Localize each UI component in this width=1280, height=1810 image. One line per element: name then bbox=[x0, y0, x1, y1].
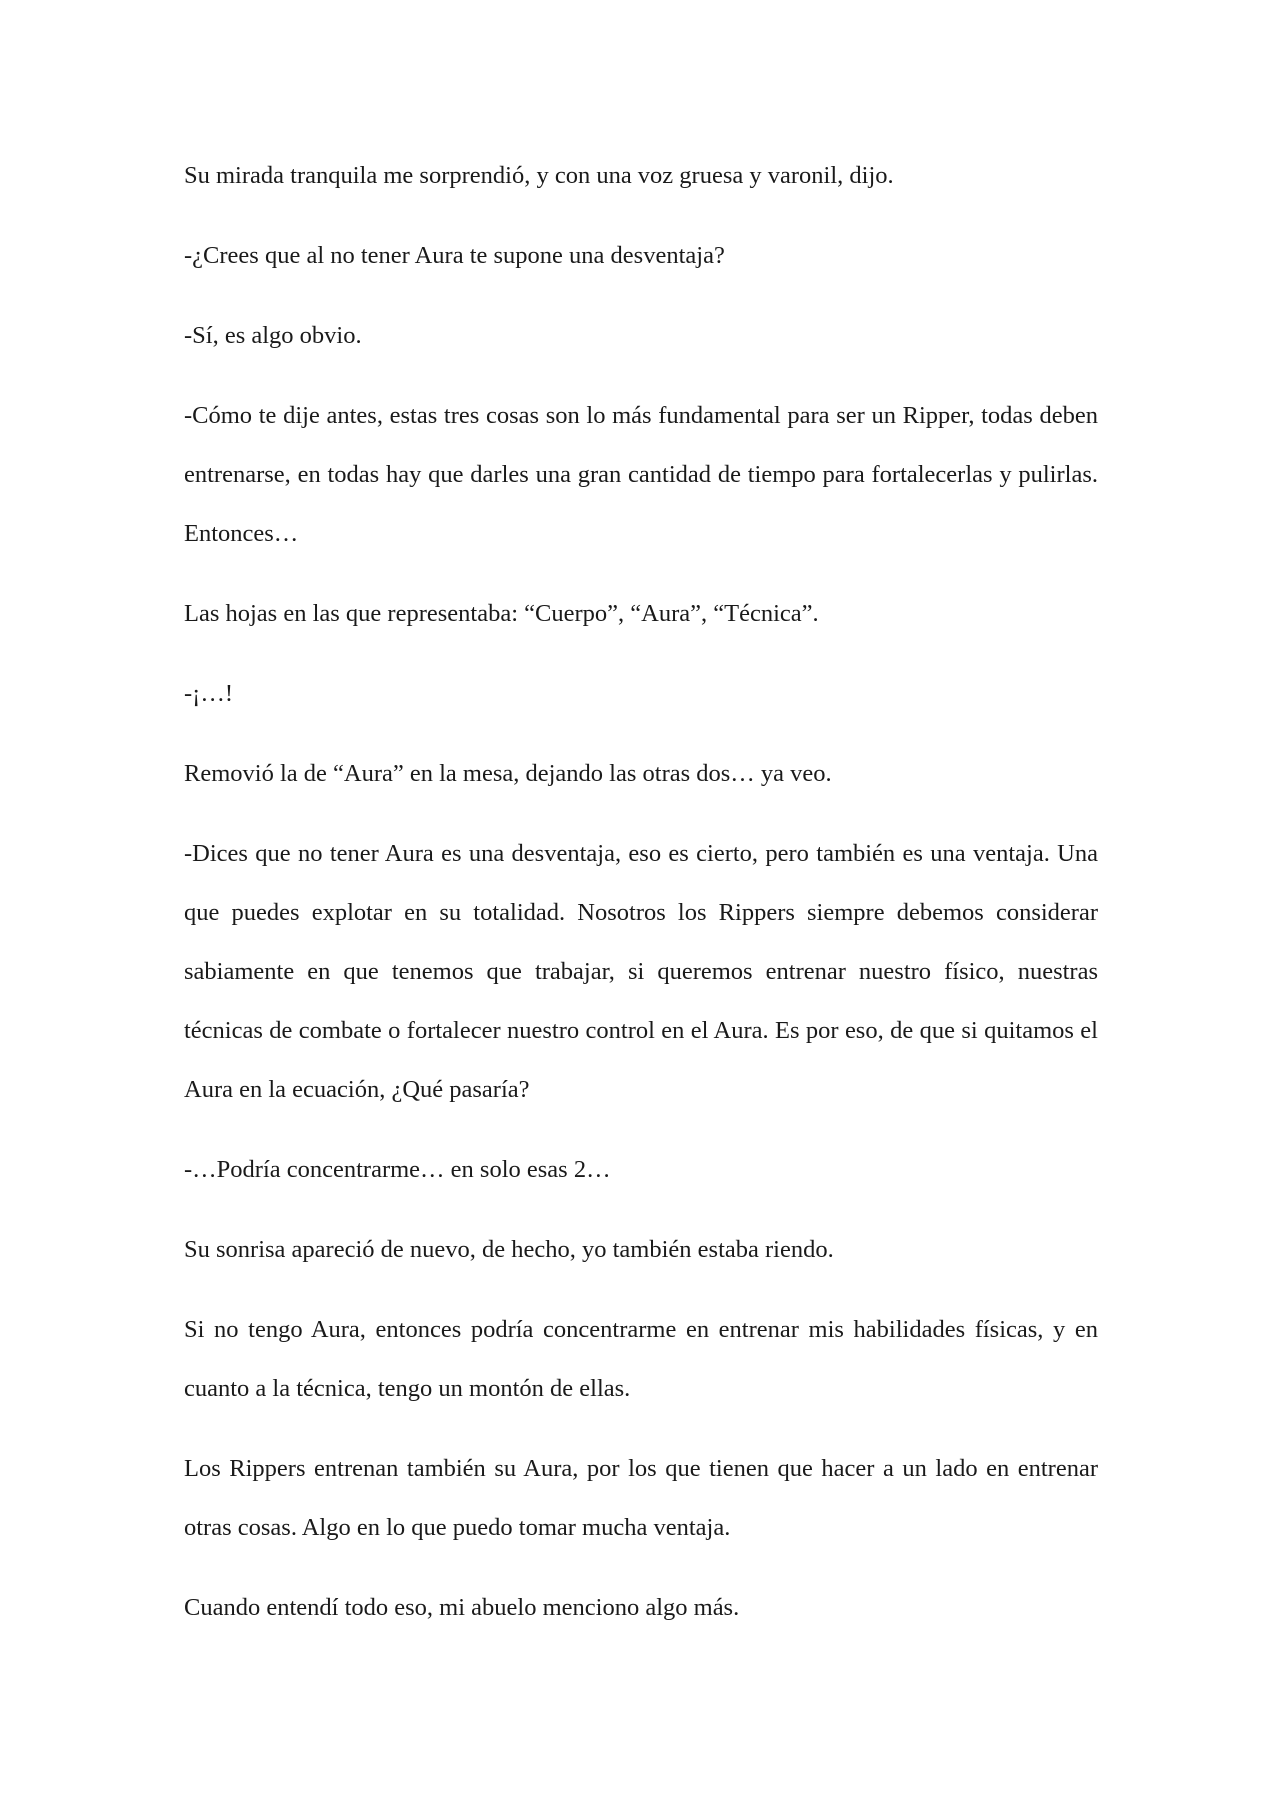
paragraph-1: Su mirada tranquila me sorprendió, y con una voz gruesa y varonil, dijo. bbox=[184, 162, 894, 189]
paragraph-12: Los Rippers entrenan también su Aura, por los que tienen que hacer a un lado en entrenar otras cosas. Algo en lo que puedo tomar mucha ventaja. bbox=[184, 1455, 1098, 1541]
paragraph-9: -…Podría concentrarme… en solo esas 2… bbox=[184, 1156, 611, 1183]
paragraph-13: Cuando entendí todo eso, mi abuelo menciono algo más. bbox=[184, 1594, 740, 1621]
paragraph-6: -¡…! bbox=[184, 680, 233, 707]
paragraph-10: Su sonrisa apareció de nuevo, de hecho, yo también estaba riendo. bbox=[184, 1236, 834, 1263]
document-body bbox=[184, 146, 1098, 1658]
paragraph-4: -Cómo te dije antes, estas tres cosas son lo más fundamental para ser un Ripper, todas deben entrenarse, en todas hay que darles una gran cantidad de tiempo para fortalecerlas y pulirlas. Entonces… bbox=[184, 402, 1098, 547]
paragraph-2: -¿Crees que al no tener Aura te supone una desventaja? bbox=[184, 242, 725, 269]
paragraph-11: Si no tengo Aura, entonces podría concentrarme en entrenar mis habilidades físicas, y en cuanto a la técnica, tengo un montón de ellas. bbox=[184, 1316, 1098, 1402]
paragraph-7: Removió la de “Aura” en la mesa, dejando las otras dos… ya veo. bbox=[184, 760, 832, 787]
paragraph-5: Las hojas en las que representaba: “Cuerpo”, “Aura”, “Técnica”. bbox=[184, 600, 819, 627]
paragraph-3: -Sí, es algo obvio. bbox=[184, 322, 362, 349]
paragraph-8: -Dices que no tener Aura es una desventaja, eso es cierto, pero también es una ventaja. Una que puedes explotar en su totalidad. Nosotros los Rippers siempre debemos considerar sabiamente en que tenemos que trabajar, si queremos entrenar nuestro físico, nuestras técnicas de combate o fortalecer nuestro control en el Aura. Es por eso, de que si quitamos el Aura en la ecuación, ¿Qué pasaría? bbox=[184, 840, 1098, 1103]
